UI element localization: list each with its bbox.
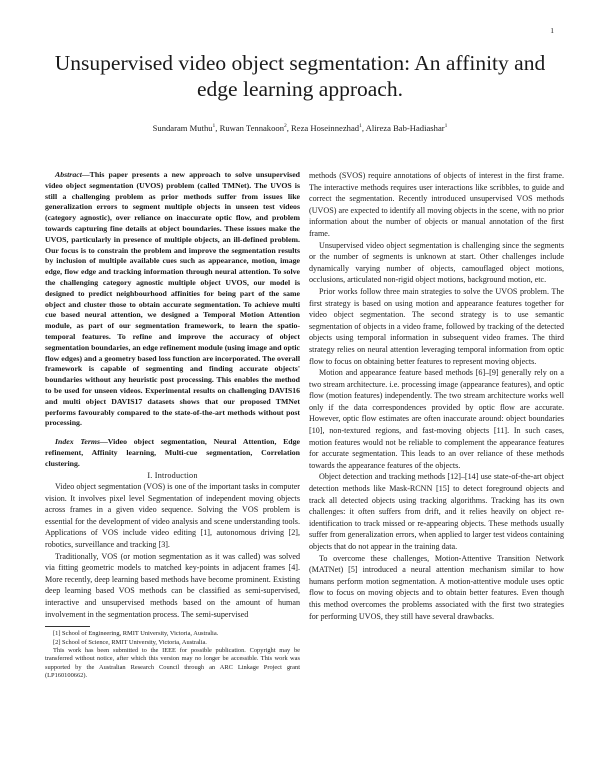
body-paragraph: Object detection and tracking methods [12]–[14] use state-of-the-art object detection methods like Mask-RCNN [15] to detect foreground objects and track all detected objects using tracking algorithms. Tracking has its own challenges: it often suffers from drift, and it relies heavily on object re-identification to track missed or re-appearing objects. These methods usually suffer from generalization errors, when applied to larger test videos containing objects that do not appear in the training data. — [309, 472, 564, 551]
author-name: Reza Hoseinnezhad — [291, 123, 360, 133]
body-paragraph: Traditionally, VOS (or motion segmentation as it was called) was solved via fitting geometric models to matched key-points in adjacent frames [4]. More recently, deep learning based methods have become prominent. Existing deep learning based VOS methods can be classified as semi-supervised, interactive and unsupervised methods based on the amount of human involvement in the segmentation process. The semi-supervised — [45, 551, 300, 619]
left-column — [45, 170, 300, 681]
index-terms-label: Index Terms — [55, 437, 100, 447]
index-terms-text: —Video object segmentation, Neural Attention, Edge refinement, Affinity learning, Multi-cue segmentation, Correlation clustering. — [45, 437, 300, 468]
abstract-label: Abstract — [55, 170, 82, 179]
section-heading-introduction: I. Introduction — [147, 470, 198, 480]
author-name: Ruwan Tennakoon — [219, 123, 284, 133]
body-paragraph: Video object segmentation (VOS) is one of the important tasks in computer vision. It involves pixel level Segmentation of independent moving objects across frames in a given video sequence. Solving the VOS problem is essential for the development of video analysis and scene understanding tools. Applications of VOS include video editing [1], autonomous driving [2], robotics, surveillance and tracking [3]. — [45, 482, 300, 550]
footnote: [1] School of Engineering, RMIT University, Victoria, Australia. — [53, 630, 219, 638]
body-paragraph: Motion and appearance feature based methods [6]–[9] generally rely on a two stream architecture. i.e. processing image (appearance features), and optic flow (motion features) independently. The two stream architecture works well only if the data correspondences provided by optic flow are accurate. However, optic flow estimates are often inaccurate around: object boundaries [10], non-textured regions, and fast-moving objects [11]. In such cases, motion features would not be reliable to complement the appearance features for accurate segmentation. This leads to an over reliance of these methods towards the appearance features of the objects. — [309, 368, 564, 470]
author-name: Sundaram Muthu — [152, 123, 213, 133]
author-list: Sundaram Muthu$^1$, Ruwan Tennakoon$^2$, Reza Hoseinnezhad$^1$, Alireza Bab-Hadiashar$^1$ — [152, 123, 448, 133]
author-affiliation: 2 — [284, 123, 287, 130]
body-paragraph: Prior works follow three main strategies to solve the UVOS problem. The first strategy is based on using motion and appearance features together for video object segmentation. The second strategy is to use semantic segmentation of objects in a video frame, followed by tracking of the detected objects using temporal information in subsequent video frames. The third strategy relies on neural attention leveraging temporal information from optic flow to focus on obtaining better features to represent moving objects. — [309, 286, 564, 366]
footnote: This work has been submitted to the IEEE for possible publication. Copyright may be transferred without notice, after which this version may no longer be accessible. This work was supported by the Australian Research Council through an ARC Linkage Project grant (LP160100662). — [45, 647, 300, 680]
index-terms — [45, 437, 300, 469]
author-affiliation: 1 — [359, 123, 362, 130]
abstract — [45, 170, 300, 429]
footnote-divider — [45, 626, 90, 627]
footnote: [2] School of Science, RMIT University, Victoria, Australia. — [53, 638, 207, 646]
abstract-text: —This paper presents a new approach to solve unsupervised video object segmentation (UVOS) problem (called TMNet). The UVOS is still a challenging problem as prior methods suffer from issues like generalization errors to segment multiple objects in unseen test videos (category agnostic), over reliance on inaccurate optic flow, and problem towards capturing fine details at object boundaries. These issues make the UVOS, particularly in presence of multiple objects, an ill-defined problem. Our focus is to constrain the problem and improve the segmentation results by inclusion of multiple available cues such as appearance, motion, image edge, flow edge and tracking information through neural attention. To solve the challenging category agnostic multiple object UVOS, our model is designed to predict neighbourhood affinities for being part of the same object and cluster those to obtain accurate segmentation. To achieve multi cue based neural attention, we designed a Temporal Motion Attention module, as part of our segmentation framework, to learn the spatio-temporal features. To refine and improve the accuracy of object segmentation boundaries, an edge refinement module (using image and optic flow edges) and a geometry based loss function are incorporated. The overall framework is capable of segmenting and finding accurate objects' boundaries without any heuristic post processing. This enables the method to be used for unseen videos. Experimental results on challenging DAVIS16 and multi object DAVIS17 datasets shows that our proposed TMNet performs favourably compared to the state-of-the-art methods without post processing. — [45, 170, 300, 428]
author-name: Alireza Bab-Hadiashar — [365, 123, 445, 133]
right-column — [309, 170, 564, 622]
body-paragraph: methods (SVOS) require annotations of objects of interest in the first frame. The interactive methods requires user interactions like scribbles, to guide and correct the segmentation. Recently introduced unsupervised VOS methods (UVOS) are expected to identify all moving objects in the scene, with no prior information about the number of objects or manual annotation of the first frame. — [309, 171, 564, 238]
body-paragraph: Unsupervised video object segmentation is challenging since the segments or the number of segments is unknown at start. Other challenges include dynamically varying number of objects, camouflaged object motions, occlusions, articulated non-rigid object motions, background motion, etc. — [309, 240, 564, 285]
author-affiliation: 1 — [444, 123, 448, 130]
page-number: 1 — [550, 26, 554, 35]
author-affiliation: 1 — [212, 123, 216, 130]
footnotes — [45, 630, 300, 680]
body-paragraph: To overcome these challenges, Motion-Attentive Transition Network (MATNet) [5] introduced a neural attention mechanism similar to how humans perform motion segmentation. A motion-attentive module uses optic flow to focus on moving objects and to obtain better features. Even though this method overcomes the problems associated with the first two strategies for performing UVOS, they still have several drawbacks. — [309, 553, 564, 621]
paper-title: Unsupervised video object segmentation: An affinity and edge learning approach. — [54, 51, 546, 101]
